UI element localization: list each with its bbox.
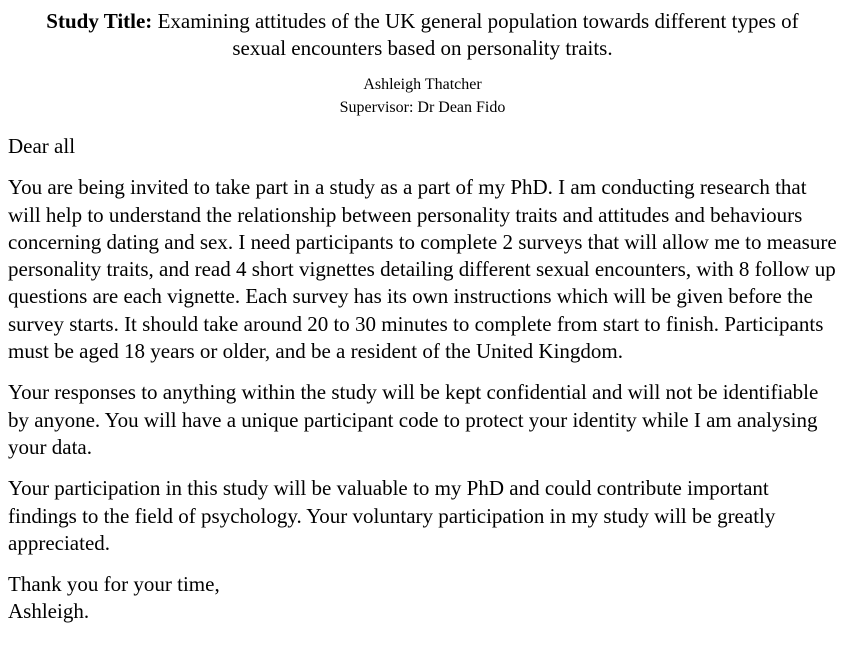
closing-signature: Ashleigh. [8,599,90,624]
study-title-label: Study Title: [46,9,153,33]
study-title [18,8,827,62]
author-name: Ashleigh Thatcher [363,76,482,93]
byline [8,73,837,119]
paragraph-confidentiality: Your responses to anything within the study will be kept confidential and will not be identifiable by anyone. You will have a unique participant code to protect your identity while I am analysing your data. [8,380,819,459]
closing-thanks: Thank you for your time, [8,572,220,597]
greeting: Dear all [8,134,76,158]
study-title-text: Examining attitudes of the UK general population towards different types of sexual encounters based on personality traits. [152,9,799,60]
closing [8,571,837,626]
paragraph-invitation: You are being invited to take part in a study as a part of my PhD. I am conducting research that will help to understand the relationship between personality traits and attitudes and behaviours concerning dating and sex. I need participants to complete 2 surveys that will allow me to measure personality traits, and read 4 short vignettes detailing different sexual encounters, with 8 follow up questions are each vignette. Each survey has its own instructions which will be given before the survey starts. It should take around 20 to 30 minutes to complete from start to finish. Participants must be aged 18 years or older, and be a resident of the United Kingdom. [8,175,837,364]
supervisor-name: Supervisor: Dr Dean Fido [339,99,506,116]
paragraph-value: Your participation in this study will be valuable to my PhD and could contribute important findings to the field of psychology. Your voluntary participation in my study will be greatly appreciated. [8,476,776,555]
